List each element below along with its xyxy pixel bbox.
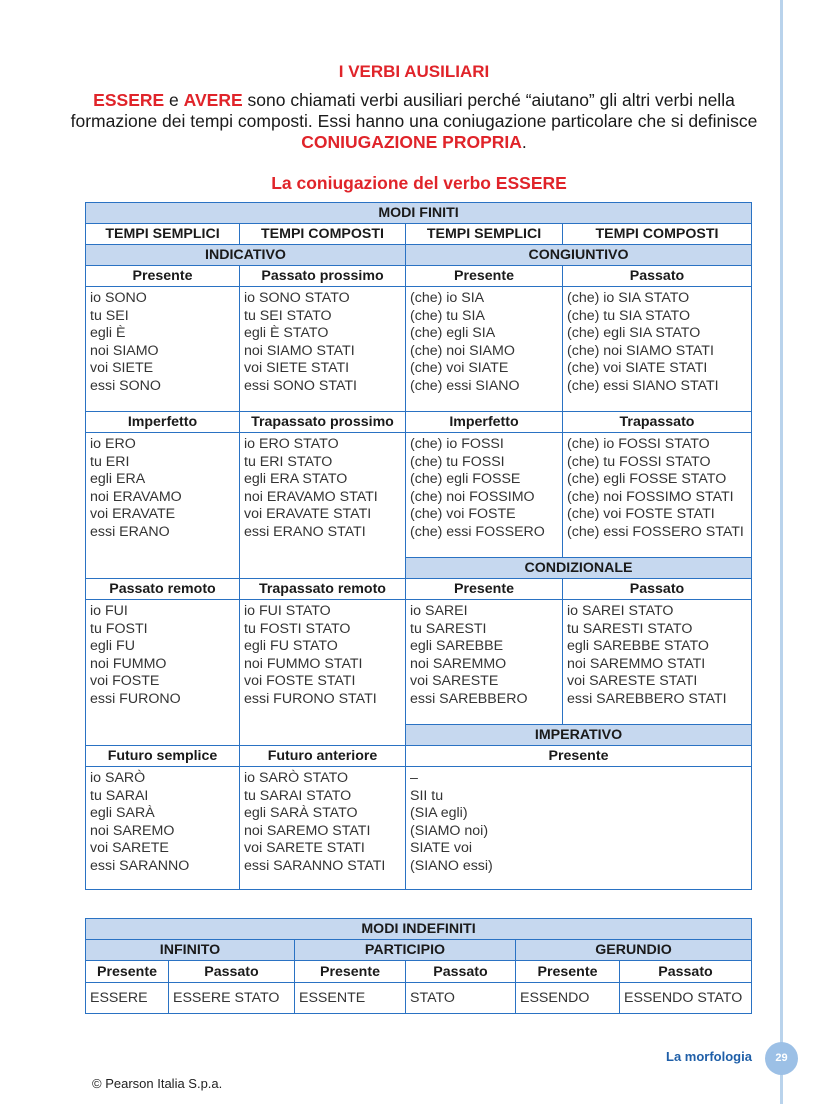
conjugation-form: io SAREI xyxy=(410,603,468,619)
conjugation-form: tu ERI xyxy=(90,453,130,470)
tense-header: Trapassato remoto xyxy=(240,579,406,600)
conjugation-form: noi FUMMO STATI xyxy=(244,655,363,672)
conjugation-form: (che) voi FOSTE STATI xyxy=(567,506,715,523)
conjugation-form: essi ERANO xyxy=(90,523,170,540)
mode-gerundio: GERUNDIO xyxy=(516,940,752,961)
conjugation-cell xyxy=(406,600,563,725)
conjugation-form: noi SAREMMO STATI xyxy=(567,655,706,672)
conjugation-form: (che) tu SIA STATO xyxy=(567,307,690,324)
conjugation-form: essi SAREBBERO xyxy=(410,690,528,707)
conjugation-cell xyxy=(406,287,563,412)
conjugation-form: (che) egli FOSSE xyxy=(410,471,521,488)
conjugation-form: essi FURONO STATI xyxy=(244,690,377,707)
intro-and: e xyxy=(164,90,184,110)
conjugation-form: egli SAREBBE STATO xyxy=(567,638,709,655)
conjugation-form: (che) essi SIANO xyxy=(410,377,520,394)
intro-paragraph xyxy=(70,90,758,153)
conjugation-form: tu SARAI xyxy=(90,787,149,804)
conjugation-form: noi SAREMMO xyxy=(410,655,507,672)
conjugation-form: noi SIAMO STATI xyxy=(244,342,355,359)
conjugation-cell xyxy=(563,600,752,725)
conjugation-form: (che) essi SIANO STATI xyxy=(567,377,719,394)
tense-header: Presente xyxy=(406,266,563,287)
conjugation-cell xyxy=(240,433,406,579)
conjugation-form: (che) egli SIA STATO xyxy=(567,325,701,342)
conjugation-form: (che) io SIA xyxy=(410,290,485,306)
conjugation-cell xyxy=(563,287,752,412)
tense-header: Passato xyxy=(169,961,295,983)
conjugation-form: essi SONO xyxy=(90,377,161,394)
tense-header: Trapassato prossimo xyxy=(240,412,406,433)
conjugation-form: egli ERA STATO xyxy=(244,471,348,488)
intro-coniugazione-propria: CONIUGAZIONE PROPRIA xyxy=(301,132,522,152)
conjugation-form: noi ERAVAMO STATI xyxy=(244,488,378,505)
conjugation-form: egli FU xyxy=(90,638,135,655)
tense-header: Presente xyxy=(86,961,169,983)
conjugation-form: voi SARETE STATI xyxy=(244,840,365,857)
conjugation-form: egli SARÀ xyxy=(90,805,155,822)
conjugation-form: (che) egli SIA xyxy=(410,325,496,342)
conjugation-form: voi FOSTE xyxy=(90,673,160,690)
conjugation-form: io SONO STATO xyxy=(244,290,350,306)
intro-text: sono chiamati verbi ausiliari perché “aiutano” gli altri verbi nella formazione dei tempi composti. Essi hanno una coniugazione particolare che si definisce xyxy=(70,90,758,131)
conjugation-form: voi ERAVATE STATI xyxy=(244,506,372,523)
form-value: ESSERE xyxy=(86,983,169,1014)
col-header: TEMPI SEMPLICI xyxy=(86,224,240,245)
mode-participio: PARTICIPIO xyxy=(295,940,516,961)
conjugation-form: noi FUMMO xyxy=(90,655,167,672)
conjugation-form: tu FOSTI STATO xyxy=(244,620,351,637)
conjugation-form: (che) essi FOSSERO xyxy=(410,523,545,540)
conjugation-form: egli SAREBBE xyxy=(410,638,504,655)
conjugation-cell xyxy=(86,287,240,412)
conjugation-form: tu SARESTI xyxy=(410,620,487,637)
tense-header: Presente xyxy=(406,746,752,767)
conjugation-form: tu SARESTI STATO xyxy=(567,620,693,637)
tense-header: Trapassato xyxy=(563,412,752,433)
conjugation-cell xyxy=(86,600,240,746)
conjugation-form: (che) noi FOSSIMO xyxy=(410,488,535,505)
conjugation-form: voi SIETE STATI xyxy=(244,360,350,377)
conjugation-form: io ERO xyxy=(90,436,136,452)
tense-header: Presente xyxy=(516,961,620,983)
conjugation-form: voi FOSTE STATI xyxy=(244,673,356,690)
conjugation-form: (SIA egli) xyxy=(410,805,468,822)
tense-header: Imperfetto xyxy=(406,412,563,433)
section-subtitle: La coniugazione del verbo ESSERE xyxy=(271,173,567,193)
conjugation-form: tu SEI xyxy=(90,307,129,324)
tense-header: Passato remoto xyxy=(86,579,240,600)
page-number: 29 xyxy=(765,1042,798,1075)
conjugation-form: essi ERANO STATI xyxy=(244,523,366,540)
conjugation-form: tu ERI STATO xyxy=(244,453,333,470)
conjugation-form: egli FU STATO xyxy=(244,638,338,655)
section-label: La morfologia xyxy=(666,1049,752,1064)
tense-header: Futuro anteriore xyxy=(240,746,406,767)
conjugation-form: io ERO STATO xyxy=(244,436,339,452)
tense-header: Passato xyxy=(406,961,516,983)
conjugation-form: io SARÒ STATO xyxy=(244,770,349,786)
conjugation-cell xyxy=(86,767,240,890)
margin-line xyxy=(780,0,783,1104)
conjugation-form: noi SAREMO xyxy=(90,822,175,839)
mode-infinito: INFINITO xyxy=(86,940,295,961)
conjugation-form: voi SARESTE STATI xyxy=(567,673,698,690)
conjugation-cell xyxy=(563,433,752,558)
tense-header: Passato xyxy=(563,266,752,287)
col-header: TEMPI SEMPLICI xyxy=(406,224,563,245)
conjugation-form: essi SARANNO STATI xyxy=(244,857,386,874)
conjugation-form: tu FOSTI xyxy=(90,620,148,637)
conjugation-form: voi ERAVATE xyxy=(90,506,176,523)
conjugation-form: egli SARÀ STATO xyxy=(244,805,358,822)
conjugation-form: io SARÒ xyxy=(90,770,146,786)
tense-header: Futuro semplice xyxy=(86,746,240,767)
conjugation-form: voi SIETE xyxy=(90,360,154,377)
conjugation-form: essi SAREBBERO STATI xyxy=(567,690,727,707)
modi-indefiniti-label: MODI INDEFINITI xyxy=(86,919,752,940)
conjugation-form: voi SARETE xyxy=(90,840,169,857)
conjugation-form: (che) egli FOSSE STATO xyxy=(567,471,727,488)
conjugation-form: essi FURONO xyxy=(90,690,181,707)
conjugation-form: (che) voi SIATE STATI xyxy=(567,360,708,377)
conjugation-form: (SIANO essi) xyxy=(410,857,493,874)
form-value: STATO xyxy=(406,983,516,1014)
conjugation-form: (SIAMO noi) xyxy=(410,822,489,839)
conjugation-form: SIATE voi xyxy=(410,840,473,857)
conjugation-form: SII tu xyxy=(410,787,444,804)
col-header: TEMPI COMPOSTI xyxy=(240,224,406,245)
conjugation-form: essi SARANNO xyxy=(90,857,190,874)
modi-finiti-label: MODI FINITI xyxy=(86,203,752,224)
tense-header: Presente xyxy=(406,579,563,600)
conjugation-cell xyxy=(406,767,752,890)
tense-header: Passato xyxy=(563,579,752,600)
conjugation-form: (che) tu FOSSI xyxy=(410,453,505,470)
conjugation-form: (che) essi FOSSERO STATI xyxy=(567,523,744,540)
conjugation-form: (che) noi FOSSIMO STATI xyxy=(567,488,734,505)
conjugation-form: (che) io FOSSI xyxy=(410,436,504,452)
conjugation-form: tu SARAI STATO xyxy=(244,787,352,804)
conjugation-form: (che) tu SIA xyxy=(410,307,485,324)
mode-congiuntivo: CONGIUNTIVO xyxy=(406,245,752,266)
tense-header: Presente xyxy=(86,266,240,287)
conjugation-form: egli È STATO xyxy=(244,325,329,342)
conjugation-cell xyxy=(406,433,563,558)
intro-avere: AVERE xyxy=(183,90,243,110)
conjugation-form: essi SONO STATI xyxy=(244,377,357,394)
conjugation-form: voi SARESTE xyxy=(410,673,499,690)
form-value: ESSENDO xyxy=(516,983,620,1014)
copyright: © Pearson Italia S.p.a. xyxy=(92,1076,223,1091)
modi-finiti-table xyxy=(85,202,752,890)
conjugation-form: (che) noi SIAMO xyxy=(410,342,515,359)
conjugation-form: tu SEI STATO xyxy=(244,307,332,324)
conjugation-form: (che) io FOSSI STATO xyxy=(567,436,710,452)
tense-header: Imperfetto xyxy=(86,412,240,433)
mode-indicativo: INDICATIVO xyxy=(86,245,406,266)
conjugation-form: – xyxy=(410,770,418,786)
tense-header: Passato xyxy=(620,961,752,983)
conjugation-form: io FUI xyxy=(90,603,128,619)
modi-indefiniti-table xyxy=(85,918,752,1014)
page-title: I VERBI AUSILIARI xyxy=(338,62,490,81)
conjugation-form: (che) noi SIAMO STATI xyxy=(567,342,714,359)
mode-condizionale: CONDIZIONALE xyxy=(406,558,752,579)
conjugation-form: (che) tu FOSSI STATO xyxy=(567,453,711,470)
conjugation-form: noi SAREMO STATI xyxy=(244,822,371,839)
mode-imperativo: IMPERATIVO xyxy=(406,725,752,746)
conjugation-form: io SAREI STATO xyxy=(567,603,674,619)
conjugation-cell xyxy=(86,433,240,579)
tense-header: Passato prossimo xyxy=(240,266,406,287)
conjugation-form: (che) voi SIATE xyxy=(410,360,509,377)
form-value: ESSENTE xyxy=(295,983,406,1014)
intro-end: . xyxy=(521,132,527,152)
conjugation-form: egli ERA xyxy=(90,471,146,488)
conjugation-form: (che) io SIA STATO xyxy=(567,290,690,306)
conjugation-cell xyxy=(240,287,406,412)
conjugation-form: io SONO xyxy=(90,290,147,306)
conjugation-cell xyxy=(240,767,406,890)
conjugation-form: io FUI STATO xyxy=(244,603,331,619)
col-header: TEMPI COMPOSTI xyxy=(563,224,752,245)
form-value: ESSENDO STATO xyxy=(620,983,752,1014)
conjugation-form: noi ERAVAMO xyxy=(90,488,182,505)
conjugation-form: (che) voi FOSTE xyxy=(410,506,516,523)
conjugation-cell xyxy=(240,600,406,746)
conjugation-form: noi SIAMO xyxy=(90,342,159,359)
intro-essere: ESSERE xyxy=(93,90,165,110)
form-value: ESSERE STATO xyxy=(169,983,295,1014)
tense-header: Presente xyxy=(295,961,406,983)
conjugation-form: egli È xyxy=(90,325,126,342)
